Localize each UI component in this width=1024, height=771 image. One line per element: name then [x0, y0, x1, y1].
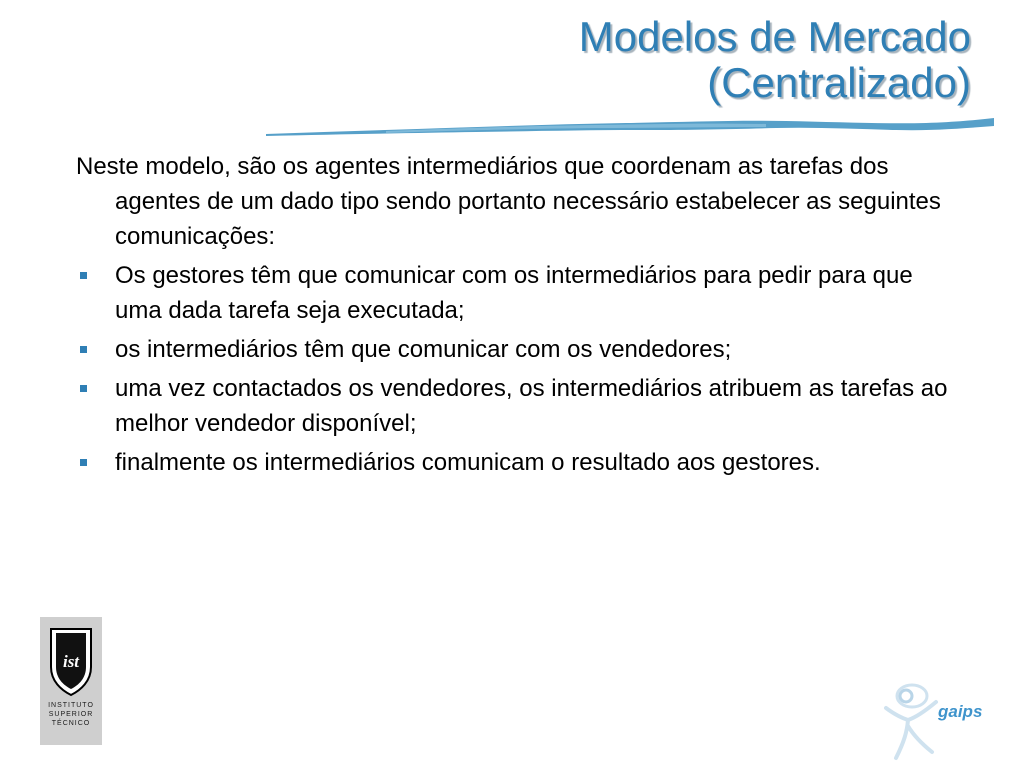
bullet-text: Os gestores têm que comunicar com os intermediários para pedir para que uma dada tarefa seja executada; [115, 262, 913, 324]
title-line-2: (Centralizado) [707, 59, 971, 106]
ist-logo [40, 617, 102, 745]
bullet-list [76, 258, 956, 480]
slide-body [76, 149, 956, 484]
gaips-figure-icon [880, 682, 950, 766]
ist-line-1: INSTITUTO [48, 702, 94, 709]
ist-line-2: SUPERIOR [48, 711, 94, 718]
bullet-item [76, 258, 956, 328]
ist-wordmark [40, 701, 102, 728]
bullet-square-icon [80, 272, 87, 279]
ist-monogram: ist [62, 652, 80, 671]
bullet-item [76, 332, 956, 367]
gaips-logo [880, 682, 990, 766]
title-line-1: Modelos de Mercado [578, 13, 971, 60]
ist-line-3: TÉCNICO [51, 720, 91, 727]
bullet-square-icon [80, 459, 87, 466]
bullet-text: finalmente os intermediários comunicam o resultado aos gestores. [115, 449, 821, 476]
ist-shield-icon [48, 627, 94, 697]
decorative-wave [266, 112, 994, 142]
bullet-item [76, 371, 956, 441]
bullet-square-icon [80, 346, 87, 353]
intro-paragraph: Neste modelo, são os agentes intermediários que coordenam as tarefas dos agentes de um dado tipo sendo portanto necessário estabelecer as seguintes comunicações: [76, 153, 941, 250]
bullet-square-icon [80, 385, 87, 392]
slide-title [579, 14, 971, 106]
bullet-text: os intermediários têm que comunicar com os vendedores; [115, 336, 732, 363]
gaips-wordmark: gaips [938, 702, 983, 721]
bullet-item [76, 445, 956, 480]
bullet-text: uma vez contactados os vendedores, os intermediários atribuem as tarefas ao melhor vendedor disponível; [115, 375, 948, 437]
